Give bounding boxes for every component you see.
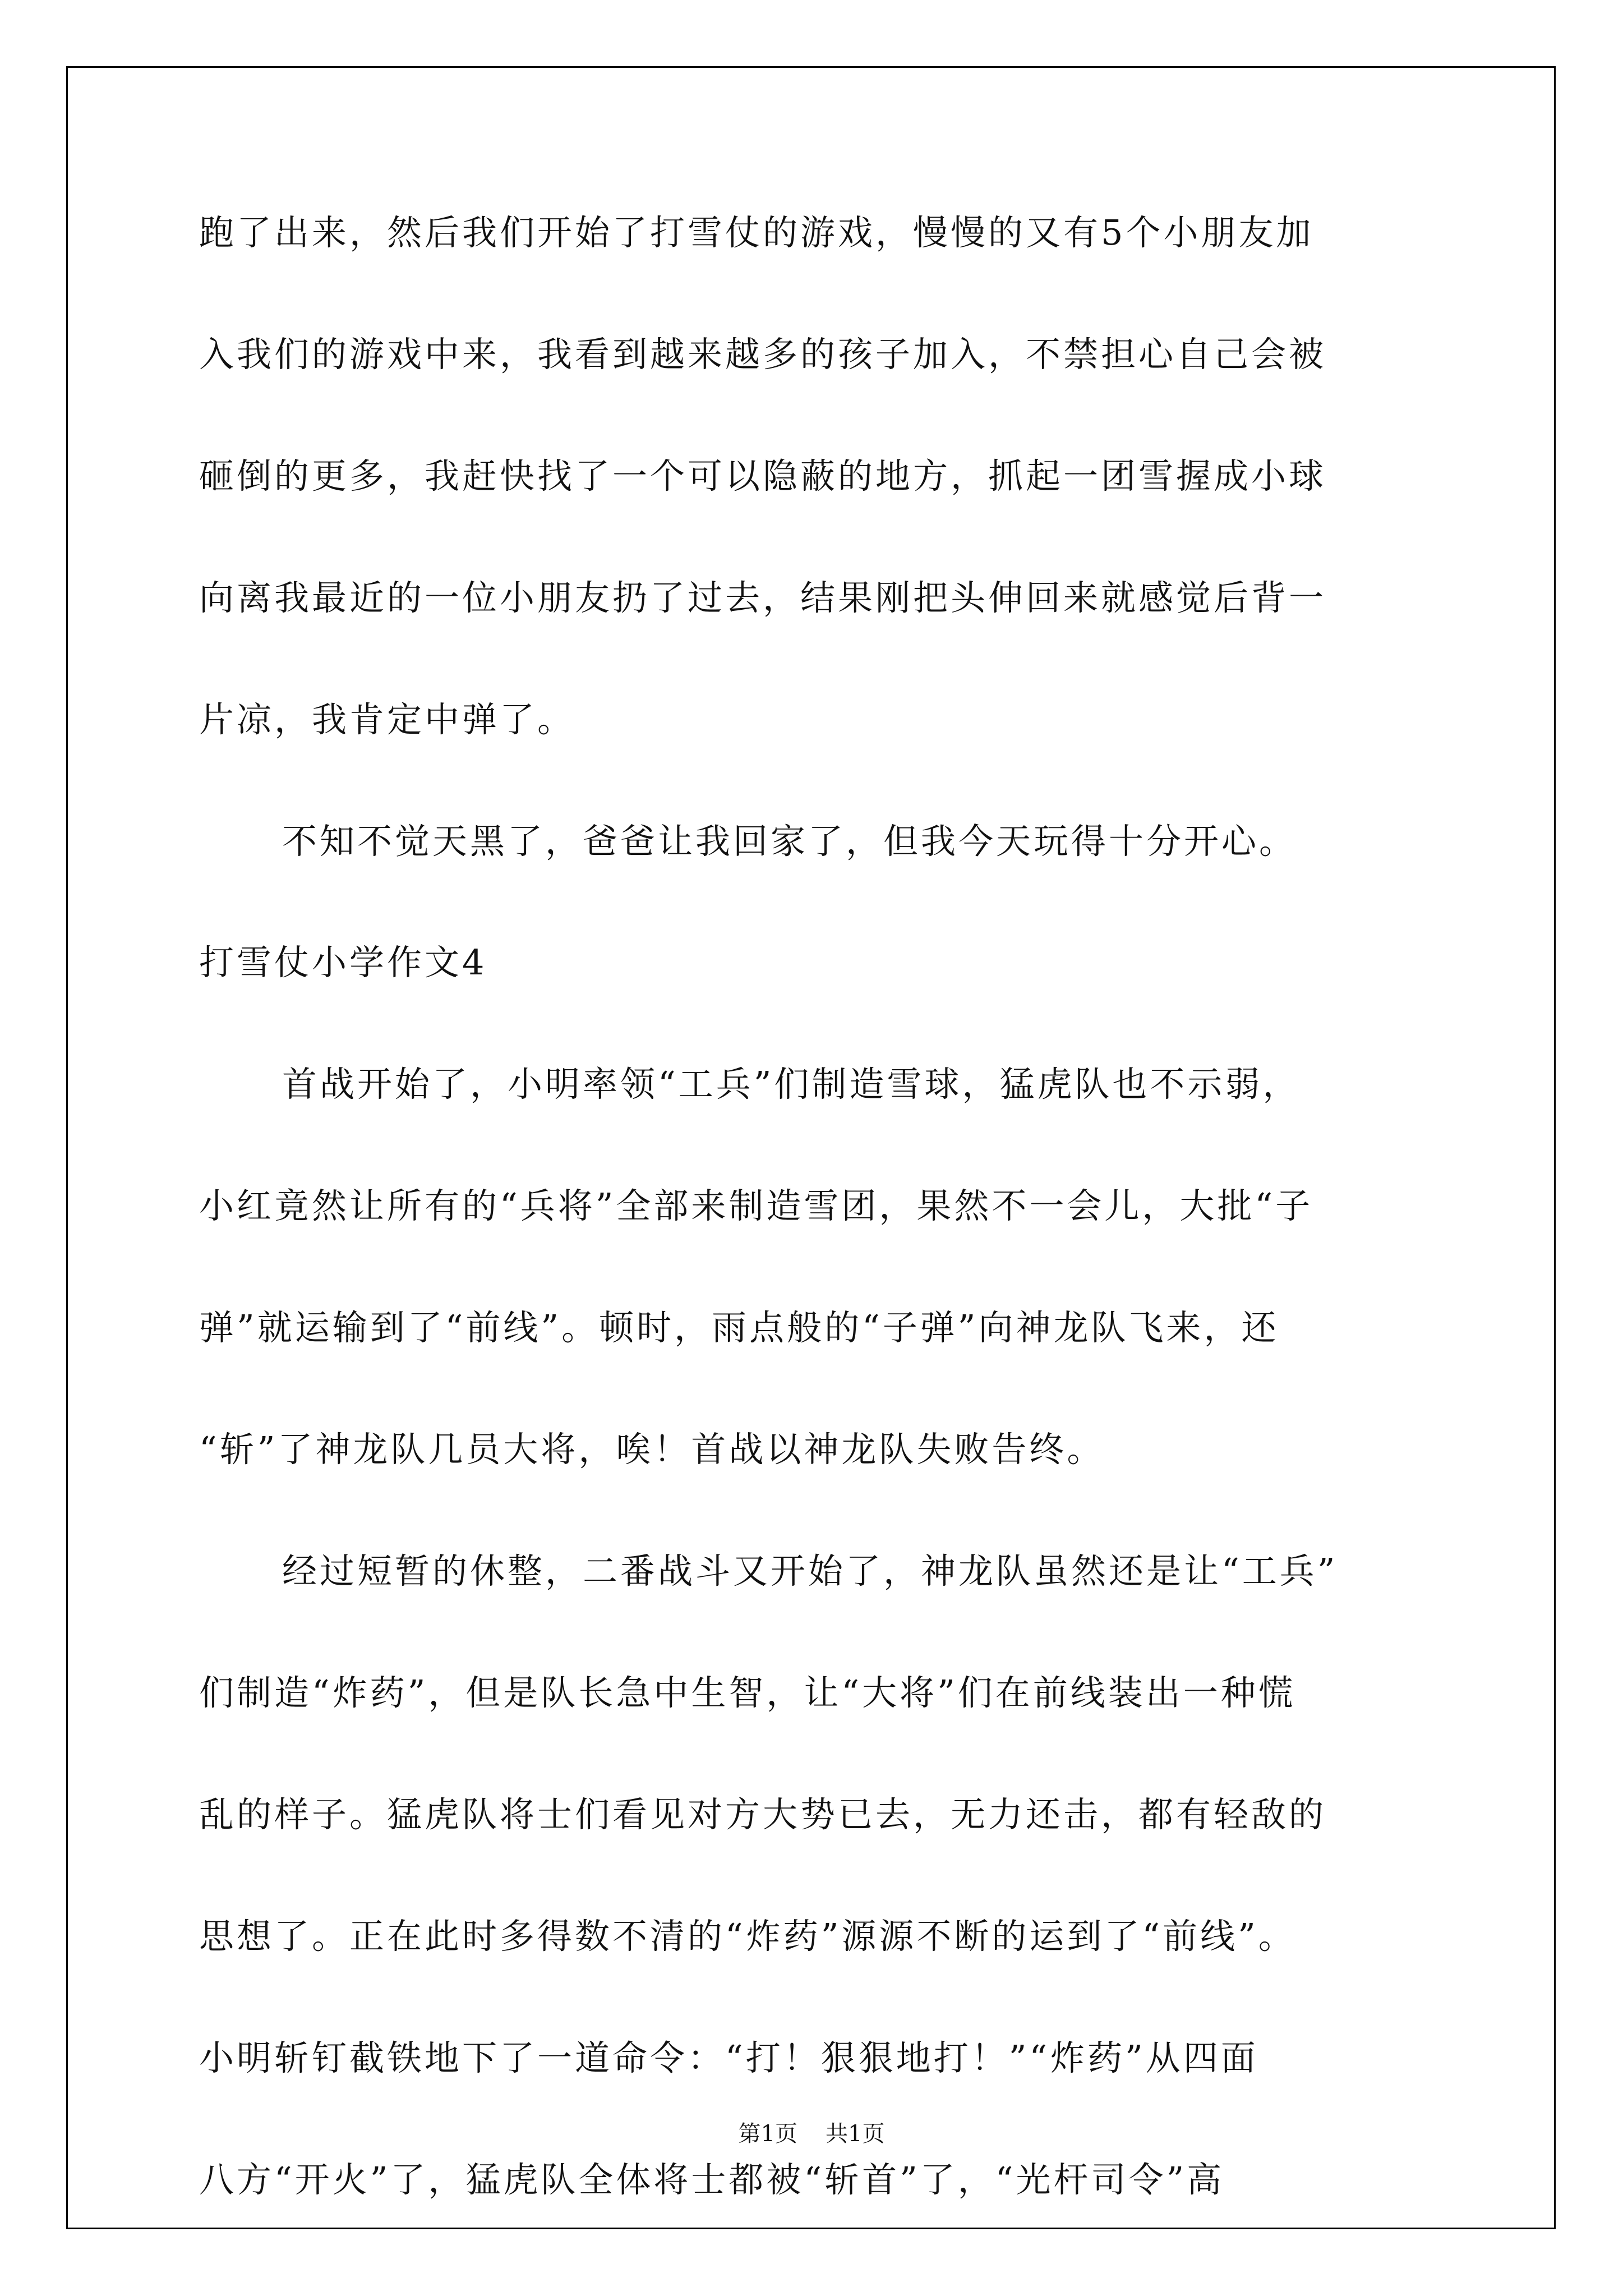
page-border (66, 66, 1556, 2229)
text-line: 经过短暂的休整，二番战斗又开始了，神龙队虽然还是让“工兵” (282, 1550, 1338, 1591)
text-line: 思想了。正在此时多得数不清的“炸药”源源不断的运到了“前线”。 (199, 1916, 1296, 1957)
text-line: 不知不觉天黑了，爸爸让我回家了，但我今天玩得十分开心。 (282, 821, 1297, 862)
text-line: 小红竟然让所有的“兵将”全部来制造雪团，果然不一会儿，大批“子 (199, 1185, 1313, 1226)
section-heading: 打雪仗小学作文4 (199, 942, 487, 983)
text-line: 八方“开火”了，猛虎队全体将士都被“斩首”了，“光杆司令”高 (199, 2159, 1225, 2200)
text-line: 小明斩钉截铁地下了一道命令：“打！狠狠地打！”“炸药”从四面 (199, 2037, 1258, 2078)
text-line: 乱的样子。猛虎队将士们看见对方大势已去，无力还击，都有轻敌的 (199, 1794, 1327, 1835)
text-line: 砸倒的更多，我赶快找了一个可以隐蔽的地方，抓起一团雪握成小球 (199, 455, 1327, 496)
page-number: 第1页 (738, 2121, 797, 2147)
text-line: 入我们的游戏中来，我看到越来越多的孩子加入，不禁担心自己会被 (199, 334, 1327, 375)
text-line: 弹”就运输到了“前线”。顿时，雨点般的“子弹”向神龙队飞来，还 (199, 1307, 1279, 1348)
text-line: 首战开始了，小明率领“工兵”们制造雪球，猛虎队也不示弱， (282, 1064, 1301, 1105)
page-total: 共1页 (826, 2121, 885, 2147)
page-footer (0, 2120, 1623, 2147)
text-line: 们制造“炸药”，但是队长急中生智，让“大将”们在前线装出一种慌 (199, 1672, 1296, 1713)
text-line: 向离我最近的一位小朋友扔了过去，结果刚把头伸回来就感觉后背一 (199, 577, 1327, 618)
text-line: “斩”了神龙队几员大将，唉！首战以神龙队失败告终。 (199, 1429, 1105, 1470)
text-line: 跑了出来，然后我们开始了打雪仗的游戏，慢慢的又有5个小朋友加 (199, 212, 1314, 253)
text-line: 片凉，我肯定中弹了。 (199, 699, 575, 740)
